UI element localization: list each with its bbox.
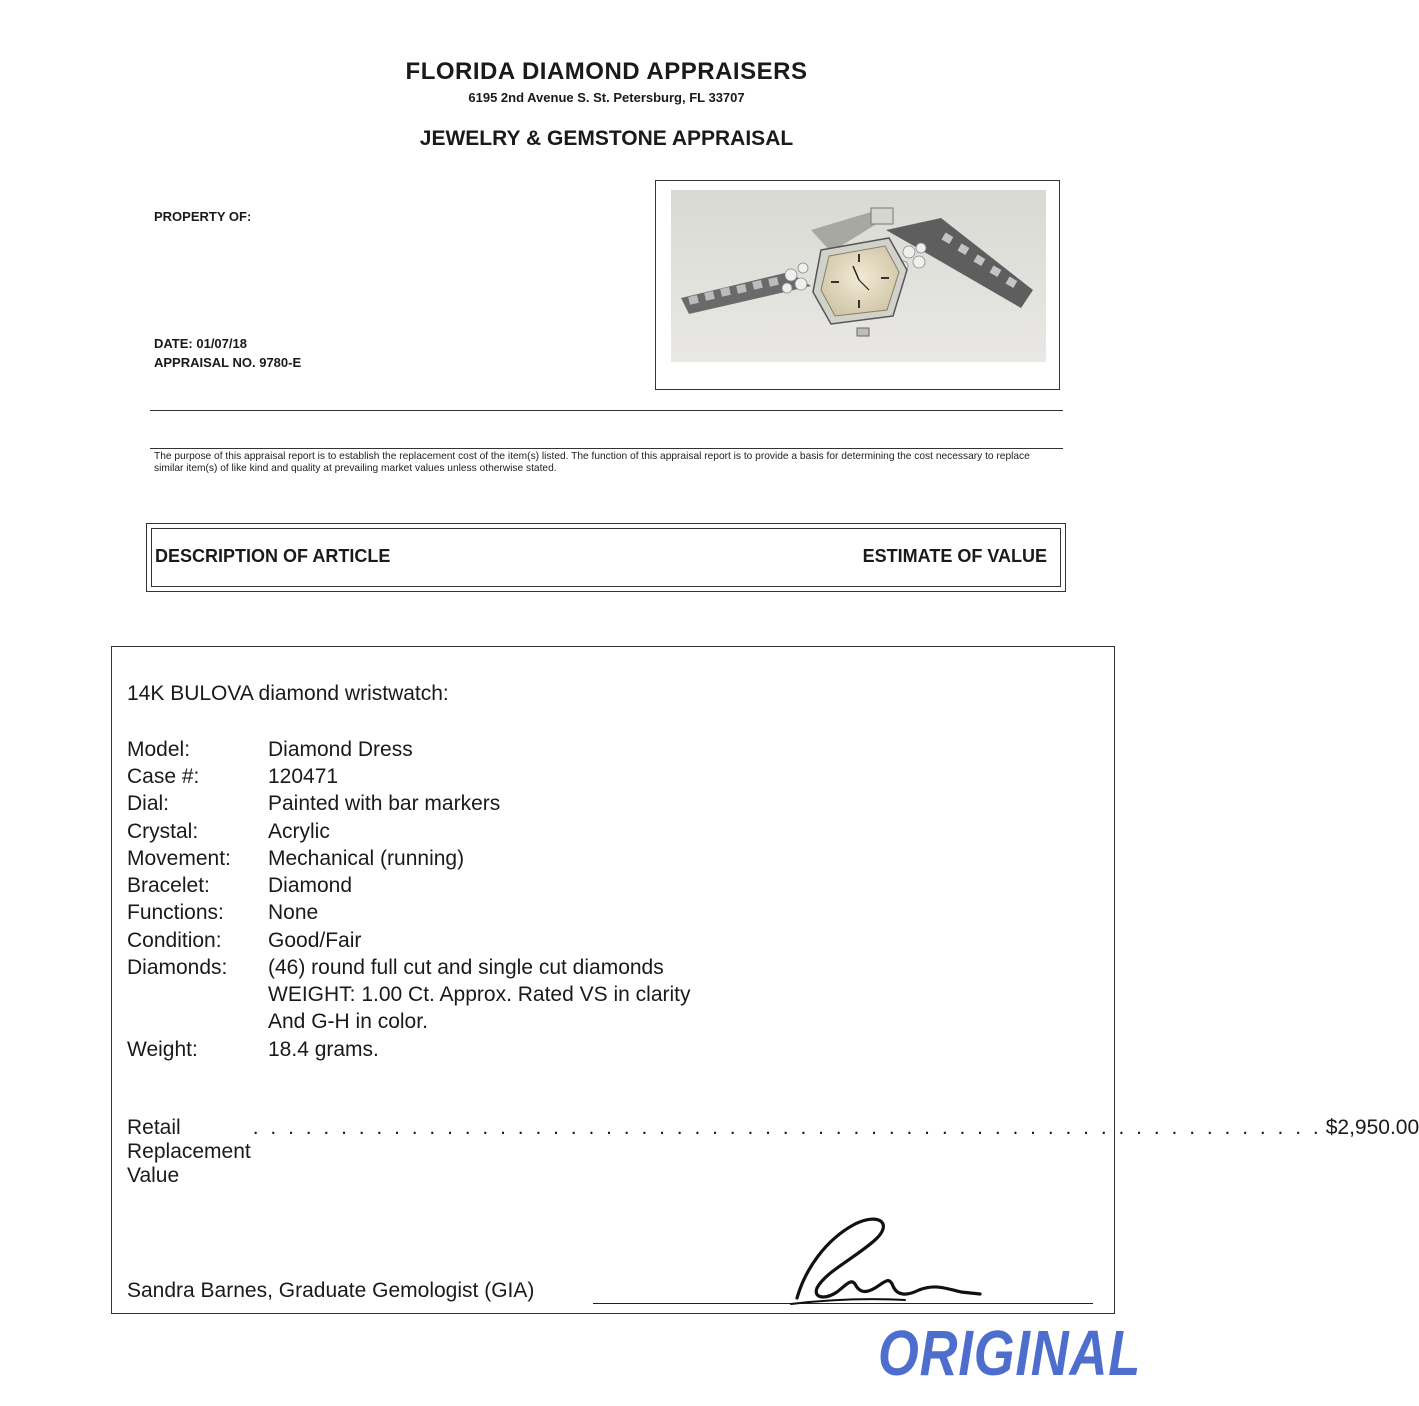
spec-value: Diamond Dress [268, 738, 413, 761]
appraisal-date: DATE: 01/07/18 [154, 336, 247, 351]
spec-label: Condition: [127, 929, 222, 952]
spec-value: 120471 [268, 765, 339, 788]
spec-label: Diamonds: [127, 956, 228, 979]
spec-label: Functions: [127, 901, 224, 924]
original-stamp: ORIGINAL [878, 1317, 1142, 1389]
spec-value: Good/Fair [268, 929, 362, 952]
divider-line [150, 448, 1063, 449]
disclaimer-text: The purpose of this appraisal report is to establish the replacement cost of the item(s) listed. The function of this appraisal report is to provide a basis for determining the cost necessary to replace similar item(s) of like kind and quality at prevailing market values unless otherwise stated. [154, 451, 1030, 474]
property-of-label: PROPERTY OF: [154, 209, 252, 224]
company-address: 6195 2nd Avenue S. St. Petersburg, FL 33707 [468, 90, 745, 105]
spec-label: Crystal: [127, 820, 199, 843]
spec-label: Case #: [127, 765, 200, 788]
section-header-box [146, 523, 1066, 592]
spec-value: (46) round full cut and single cut diamonds [268, 956, 664, 979]
handwritten-signature [785, 1210, 985, 1315]
spec-value: Diamond [268, 874, 353, 897]
spec-value: 18.4 grams. [268, 1038, 379, 1061]
retail-replacement-value-row [127, 1116, 1419, 1188]
spec-label: Dial: [127, 792, 170, 815]
description-of-article-heading: DESCRIPTION OF ARTICLE [155, 546, 391, 566]
appraiser-name: Sandra Barnes, Graduate Gemologist (GIA) [127, 1279, 535, 1302]
document-title: JEWELRY & GEMSTONE APPRAISAL [419, 127, 794, 150]
leader-dots: . . . . . . . . . . . . . . . . . . . . . . . . . . . . . . . . . . . . . . . . . . . . . . . . . . . . . . . . . . . . . [252, 1116, 1322, 1139]
item-photo [655, 180, 1060, 390]
spec-value: Painted with bar markers [268, 792, 501, 815]
spec-label: Movement: [127, 847, 231, 870]
company-name: FLORIDA DIAMOND APPRAISERS [405, 58, 808, 85]
appraisal-number: APPRAISAL NO. 9780-E [154, 355, 302, 370]
article-heading: 14K BULOVA diamond wristwatch: [127, 682, 449, 705]
retail-replacement-value-label: Retail Replacement Value [127, 1116, 251, 1187]
spec-value: Mechanical (running) [268, 847, 465, 870]
spec-value: WEIGHT: 1.00 Ct. Approx. Rated VS in clarity [268, 983, 691, 1006]
divider-line [150, 410, 1063, 411]
retail-replacement-value-amount: $2,950.00 [1325, 1116, 1419, 1139]
watch-photo-image [671, 190, 1046, 362]
spec-label: Bracelet: [127, 874, 210, 897]
spec-label: Model: [127, 738, 191, 761]
estimate-of-value-heading: ESTIMATE OF VALUE [862, 546, 1047, 566]
spec-label: Weight: [127, 1038, 198, 1061]
spec-value: And G-H in color. [268, 1010, 428, 1033]
spec-value: Acrylic [268, 820, 330, 843]
spec-value: None [268, 901, 319, 924]
section-header-inner [151, 528, 1061, 587]
